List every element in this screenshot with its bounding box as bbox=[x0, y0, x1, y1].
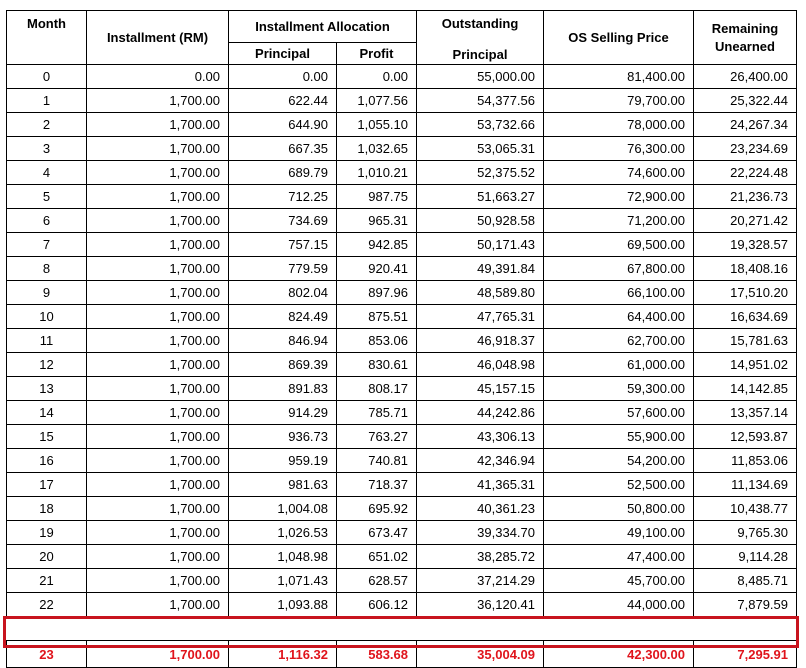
table-row bbox=[7, 65, 797, 89]
table-body bbox=[7, 65, 797, 668]
table-row bbox=[7, 593, 797, 617]
os-selling-cell: 42,300.00 bbox=[544, 641, 694, 668]
month-cell: 17 bbox=[7, 473, 87, 497]
remaining-cell: 7,879.59 bbox=[694, 593, 797, 617]
principal-cell: 0.00 bbox=[229, 65, 337, 89]
table-row bbox=[7, 497, 797, 521]
header-principal: Principal bbox=[229, 42, 337, 65]
profit-cell: 1,077.56 bbox=[337, 89, 417, 113]
installment-cell: 1,700.00 bbox=[87, 473, 229, 497]
installment-cell: 1,700.00 bbox=[87, 305, 229, 329]
header-outstanding-principal: Principal bbox=[417, 42, 544, 65]
header-profit: Profit bbox=[337, 42, 417, 65]
remaining-cell: 26,400.00 bbox=[694, 65, 797, 89]
profit-cell: 920.41 bbox=[337, 257, 417, 281]
profit-cell: 740.81 bbox=[337, 449, 417, 473]
header-outstanding: Outstanding bbox=[417, 11, 544, 43]
profit-cell: 808.17 bbox=[337, 377, 417, 401]
principal-cell: 622.44 bbox=[229, 89, 337, 113]
os-selling-cell: 45,700.00 bbox=[544, 569, 694, 593]
os-selling-cell: 57,600.00 bbox=[544, 401, 694, 425]
profit-cell: 651.02 bbox=[337, 545, 417, 569]
os-selling-cell: 67,800.00 bbox=[544, 257, 694, 281]
principal-cell: 757.15 bbox=[229, 233, 337, 257]
outstanding-cell: 36,120.41 bbox=[417, 593, 544, 617]
installment-cell: 1,700.00 bbox=[87, 329, 229, 353]
principal-cell: 1,048.98 bbox=[229, 545, 337, 569]
os-selling-cell: 47,400.00 bbox=[544, 545, 694, 569]
table-row bbox=[7, 137, 797, 161]
os-selling-cell: 52,500.00 bbox=[544, 473, 694, 497]
header-os-selling-price: OS Selling Price bbox=[544, 11, 694, 65]
month-cell: 11 bbox=[7, 329, 87, 353]
os-selling-cell: 69,500.00 bbox=[544, 233, 694, 257]
month-cell: 8 bbox=[7, 257, 87, 281]
profit-cell: 583.68 bbox=[337, 641, 417, 668]
profit-cell: 965.31 bbox=[337, 209, 417, 233]
remaining-cell: 13,357.14 bbox=[694, 401, 797, 425]
principal-cell: 712.25 bbox=[229, 185, 337, 209]
principal-cell: 644.90 bbox=[229, 113, 337, 137]
principal-cell: 846.94 bbox=[229, 329, 337, 353]
principal-cell: 1,004.08 bbox=[229, 497, 337, 521]
month-cell: 7 bbox=[7, 233, 87, 257]
header-installment: Installment (RM) bbox=[87, 11, 229, 65]
amortization-table bbox=[6, 10, 797, 668]
outstanding-cell: 46,918.37 bbox=[417, 329, 544, 353]
month-cell: 21 bbox=[7, 569, 87, 593]
outstanding-cell: 38,285.72 bbox=[417, 545, 544, 569]
remaining-cell: 14,951.02 bbox=[694, 353, 797, 377]
profit-cell: 628.57 bbox=[337, 569, 417, 593]
outstanding-cell: 37,214.29 bbox=[417, 569, 544, 593]
os-selling-cell: 81,400.00 bbox=[544, 65, 694, 89]
month-cell: 12 bbox=[7, 353, 87, 377]
table-row bbox=[7, 257, 797, 281]
profit-cell: 673.47 bbox=[337, 521, 417, 545]
installment-cell: 1,700.00 bbox=[87, 569, 229, 593]
outstanding-cell: 52,375.52 bbox=[417, 161, 544, 185]
outstanding-cell: 53,732.66 bbox=[417, 113, 544, 137]
installment-cell: 1,700.00 bbox=[87, 185, 229, 209]
remaining-cell: 7,295.91 bbox=[694, 641, 797, 668]
month-cell: 15 bbox=[7, 425, 87, 449]
principal-cell: 802.04 bbox=[229, 281, 337, 305]
table-row bbox=[7, 473, 797, 497]
installment-cell: 1,700.00 bbox=[87, 593, 229, 617]
spacer-row bbox=[7, 617, 797, 641]
os-selling-cell: 50,800.00 bbox=[544, 497, 694, 521]
os-selling-cell: 71,200.00 bbox=[544, 209, 694, 233]
month-cell: 16 bbox=[7, 449, 87, 473]
month-cell: 10 bbox=[7, 305, 87, 329]
remaining-cell: 18,408.16 bbox=[694, 257, 797, 281]
profit-cell: 987.75 bbox=[337, 185, 417, 209]
month-cell: 22 bbox=[7, 593, 87, 617]
table-row bbox=[7, 281, 797, 305]
month-cell: 1 bbox=[7, 89, 87, 113]
table-row bbox=[7, 329, 797, 353]
installment-cell: 1,700.00 bbox=[87, 641, 229, 668]
outstanding-cell: 48,589.80 bbox=[417, 281, 544, 305]
profit-cell: 853.06 bbox=[337, 329, 417, 353]
outstanding-cell: 55,000.00 bbox=[417, 65, 544, 89]
installment-cell: 1,700.00 bbox=[87, 449, 229, 473]
os-selling-cell: 61,000.00 bbox=[544, 353, 694, 377]
principal-cell: 1,116.32 bbox=[229, 641, 337, 668]
month-cell: 23 bbox=[7, 641, 87, 668]
remaining-cell: 11,853.06 bbox=[694, 449, 797, 473]
principal-cell: 824.49 bbox=[229, 305, 337, 329]
profit-cell: 606.12 bbox=[337, 593, 417, 617]
outstanding-cell: 41,365.31 bbox=[417, 473, 544, 497]
remaining-cell: 24,267.34 bbox=[694, 113, 797, 137]
os-selling-cell: 76,300.00 bbox=[544, 137, 694, 161]
os-selling-cell: 54,200.00 bbox=[544, 449, 694, 473]
principal-cell: 1,026.53 bbox=[229, 521, 337, 545]
remaining-cell: 21,236.73 bbox=[694, 185, 797, 209]
principal-cell: 1,071.43 bbox=[229, 569, 337, 593]
os-selling-cell: 55,900.00 bbox=[544, 425, 694, 449]
os-selling-cell: 72,900.00 bbox=[544, 185, 694, 209]
profit-cell: 1,055.10 bbox=[337, 113, 417, 137]
profit-cell: 830.61 bbox=[337, 353, 417, 377]
remaining-cell: 8,485.71 bbox=[694, 569, 797, 593]
os-selling-cell: 66,100.00 bbox=[544, 281, 694, 305]
header-month: Month bbox=[7, 11, 87, 65]
remaining-cell: 9,765.30 bbox=[694, 521, 797, 545]
principal-cell: 914.29 bbox=[229, 401, 337, 425]
outstanding-cell: 45,157.15 bbox=[417, 377, 544, 401]
principal-cell: 891.83 bbox=[229, 377, 337, 401]
profit-cell: 1,010.21 bbox=[337, 161, 417, 185]
month-cell: 14 bbox=[7, 401, 87, 425]
table-row bbox=[7, 185, 797, 209]
outstanding-cell: 51,663.27 bbox=[417, 185, 544, 209]
remaining-cell: 22,224.48 bbox=[694, 161, 797, 185]
table-row bbox=[7, 161, 797, 185]
table-row bbox=[7, 353, 797, 377]
installment-cell: 1,700.00 bbox=[87, 353, 229, 377]
table-row bbox=[7, 305, 797, 329]
profit-cell: 718.37 bbox=[337, 473, 417, 497]
header-remaining-unearned: Remaining Unearned bbox=[694, 11, 797, 65]
header-installment-allocation: Installment Allocation bbox=[229, 11, 417, 43]
principal-cell: 869.39 bbox=[229, 353, 337, 377]
principal-cell: 689.79 bbox=[229, 161, 337, 185]
highlighted-row bbox=[7, 641, 797, 668]
outstanding-cell: 40,361.23 bbox=[417, 497, 544, 521]
table-row bbox=[7, 569, 797, 593]
installment-cell: 1,700.00 bbox=[87, 257, 229, 281]
table-row bbox=[7, 209, 797, 233]
table-row bbox=[7, 233, 797, 257]
table-row bbox=[7, 113, 797, 137]
outstanding-cell: 50,171.43 bbox=[417, 233, 544, 257]
remaining-cell: 19,328.57 bbox=[694, 233, 797, 257]
installment-cell: 1,700.00 bbox=[87, 281, 229, 305]
table-row bbox=[7, 545, 797, 569]
table-row bbox=[7, 521, 797, 545]
os-selling-cell: 74,600.00 bbox=[544, 161, 694, 185]
installment-cell: 1,700.00 bbox=[87, 545, 229, 569]
principal-cell: 936.73 bbox=[229, 425, 337, 449]
os-selling-cell: 44,000.00 bbox=[544, 593, 694, 617]
installment-cell: 1,700.00 bbox=[87, 521, 229, 545]
profit-cell: 0.00 bbox=[337, 65, 417, 89]
spacer-cell bbox=[7, 617, 797, 641]
remaining-cell: 11,134.69 bbox=[694, 473, 797, 497]
month-cell: 4 bbox=[7, 161, 87, 185]
principal-cell: 1,093.88 bbox=[229, 593, 337, 617]
month-cell: 9 bbox=[7, 281, 87, 305]
amortization-table-container bbox=[6, 10, 797, 668]
month-cell: 5 bbox=[7, 185, 87, 209]
remaining-cell: 23,234.69 bbox=[694, 137, 797, 161]
month-cell: 2 bbox=[7, 113, 87, 137]
remaining-cell: 9,114.28 bbox=[694, 545, 797, 569]
month-cell: 6 bbox=[7, 209, 87, 233]
installment-cell: 1,700.00 bbox=[87, 401, 229, 425]
remaining-cell: 14,142.85 bbox=[694, 377, 797, 401]
remaining-cell: 20,271.42 bbox=[694, 209, 797, 233]
principal-cell: 981.63 bbox=[229, 473, 337, 497]
outstanding-cell: 42,346.94 bbox=[417, 449, 544, 473]
profit-cell: 1,032.65 bbox=[337, 137, 417, 161]
installment-cell: 1,700.00 bbox=[87, 89, 229, 113]
table-row bbox=[7, 377, 797, 401]
month-cell: 19 bbox=[7, 521, 87, 545]
outstanding-cell: 47,765.31 bbox=[417, 305, 544, 329]
os-selling-cell: 59,300.00 bbox=[544, 377, 694, 401]
remaining-cell: 12,593.87 bbox=[694, 425, 797, 449]
outstanding-cell: 53,065.31 bbox=[417, 137, 544, 161]
profit-cell: 875.51 bbox=[337, 305, 417, 329]
installment-cell: 1,700.00 bbox=[87, 137, 229, 161]
os-selling-cell: 62,700.00 bbox=[544, 329, 694, 353]
profit-cell: 785.71 bbox=[337, 401, 417, 425]
outstanding-cell: 39,334.70 bbox=[417, 521, 544, 545]
installment-cell: 1,700.00 bbox=[87, 425, 229, 449]
remaining-cell: 10,438.77 bbox=[694, 497, 797, 521]
installment-cell: 1,700.00 bbox=[87, 233, 229, 257]
outstanding-cell: 50,928.58 bbox=[417, 209, 544, 233]
outstanding-cell: 43,306.13 bbox=[417, 425, 544, 449]
month-cell: 13 bbox=[7, 377, 87, 401]
os-selling-cell: 49,100.00 bbox=[544, 521, 694, 545]
outstanding-cell: 54,377.56 bbox=[417, 89, 544, 113]
installment-cell: 1,700.00 bbox=[87, 209, 229, 233]
table-header bbox=[7, 11, 797, 65]
installment-cell: 1,700.00 bbox=[87, 161, 229, 185]
outstanding-cell: 44,242.86 bbox=[417, 401, 544, 425]
installment-cell: 1,700.00 bbox=[87, 497, 229, 521]
table-row bbox=[7, 401, 797, 425]
outstanding-cell: 46,048.98 bbox=[417, 353, 544, 377]
remaining-cell: 17,510.20 bbox=[694, 281, 797, 305]
principal-cell: 959.19 bbox=[229, 449, 337, 473]
os-selling-cell: 79,700.00 bbox=[544, 89, 694, 113]
remaining-cell: 16,634.69 bbox=[694, 305, 797, 329]
os-selling-cell: 64,400.00 bbox=[544, 305, 694, 329]
month-cell: 18 bbox=[7, 497, 87, 521]
profit-cell: 763.27 bbox=[337, 425, 417, 449]
installment-cell: 1,700.00 bbox=[87, 113, 229, 137]
outstanding-cell: 35,004.09 bbox=[417, 641, 544, 668]
month-cell: 0 bbox=[7, 65, 87, 89]
table-row bbox=[7, 449, 797, 473]
month-cell: 20 bbox=[7, 545, 87, 569]
profit-cell: 942.85 bbox=[337, 233, 417, 257]
installment-cell: 0.00 bbox=[87, 65, 229, 89]
remaining-cell: 15,781.63 bbox=[694, 329, 797, 353]
principal-cell: 667.35 bbox=[229, 137, 337, 161]
principal-cell: 779.59 bbox=[229, 257, 337, 281]
os-selling-cell: 78,000.00 bbox=[544, 113, 694, 137]
month-cell: 3 bbox=[7, 137, 87, 161]
table-row bbox=[7, 89, 797, 113]
remaining-cell: 25,322.44 bbox=[694, 89, 797, 113]
principal-cell: 734.69 bbox=[229, 209, 337, 233]
profit-cell: 695.92 bbox=[337, 497, 417, 521]
table-row bbox=[7, 425, 797, 449]
outstanding-cell: 49,391.84 bbox=[417, 257, 544, 281]
profit-cell: 897.96 bbox=[337, 281, 417, 305]
installment-cell: 1,700.00 bbox=[87, 377, 229, 401]
